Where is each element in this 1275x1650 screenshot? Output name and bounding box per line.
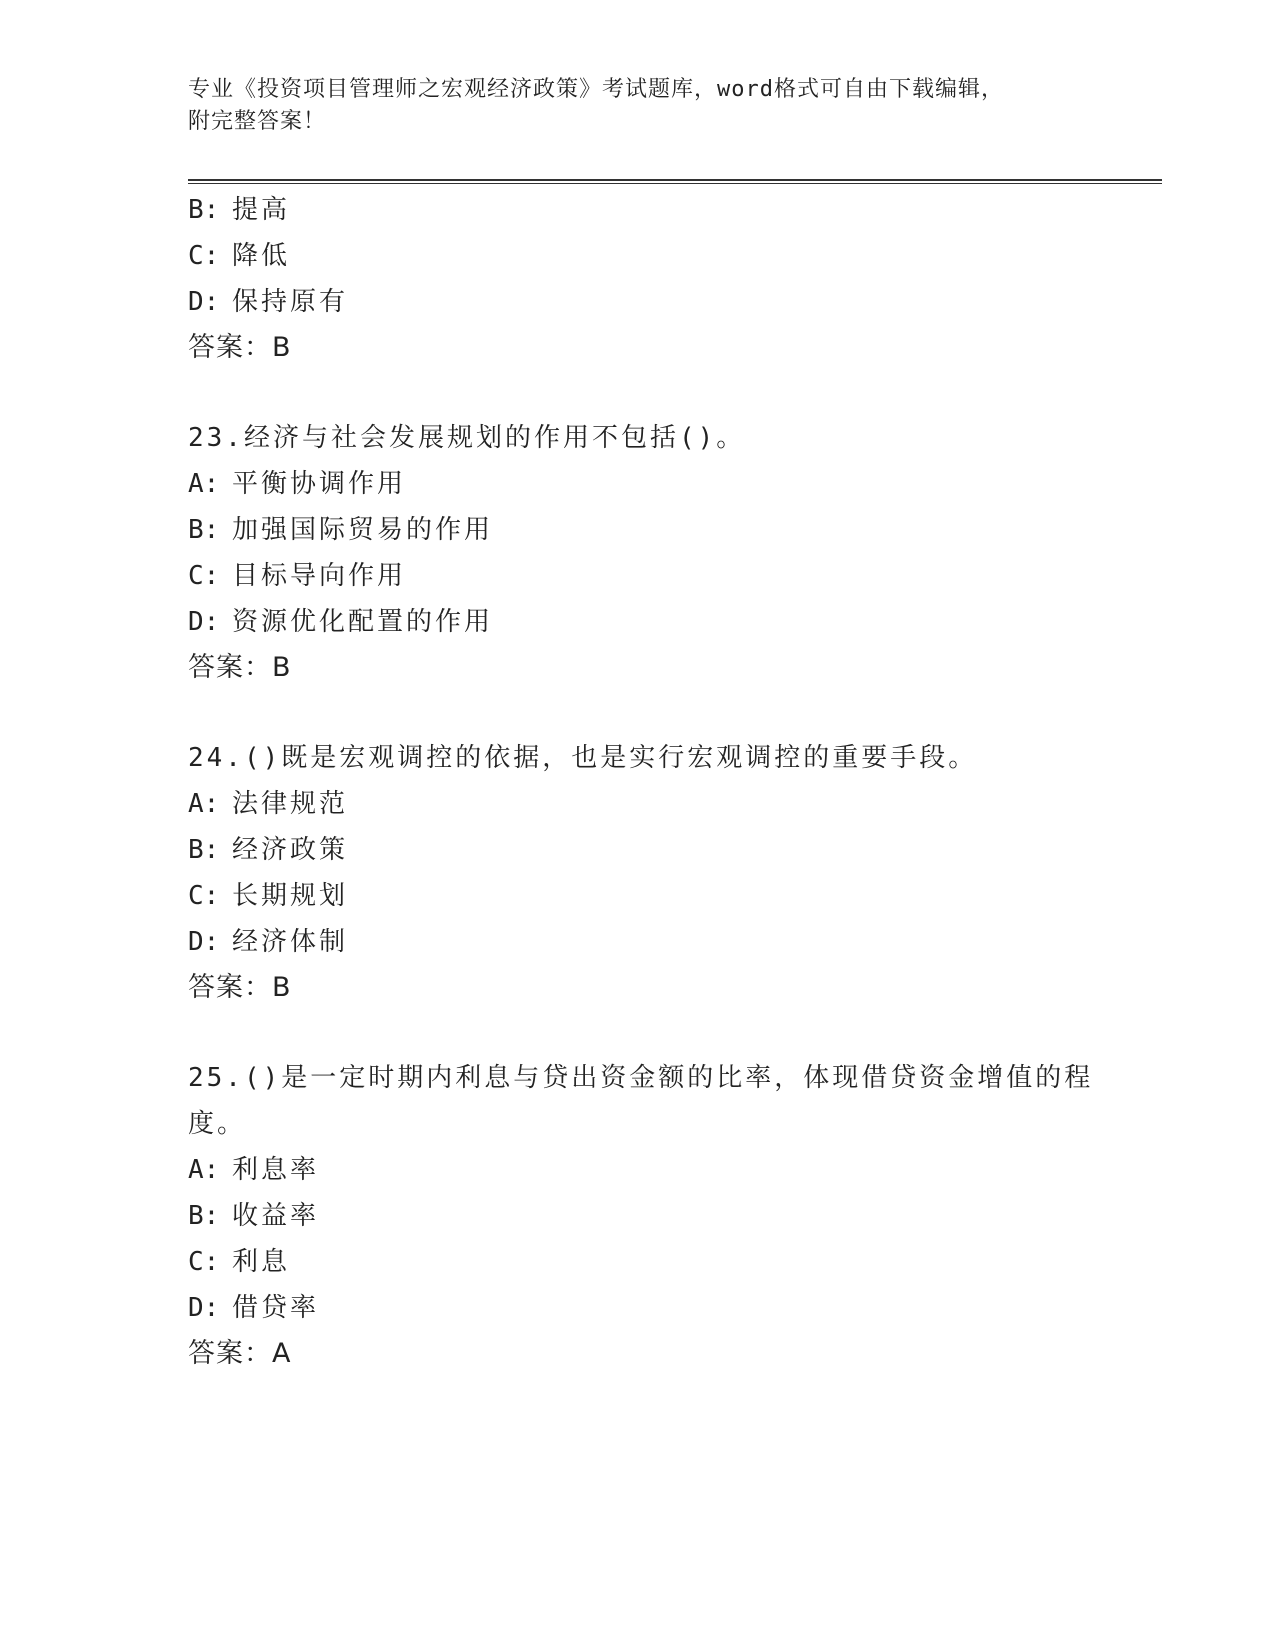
answer-line: 答案：B [188, 332, 292, 363]
option-a: A: 平衡协调作用 [188, 469, 407, 499]
spacer [188, 371, 1088, 415]
answer-line: 答案：B [188, 652, 292, 683]
option-b: B: 经济政策 [188, 835, 349, 865]
option-d: D: 经济体制 [188, 927, 349, 957]
question-stem: 24.()既是宏观调控的依据，也是实行宏观调控的重要手段。 [188, 743, 978, 773]
answer-line: 答案：B [188, 972, 292, 1003]
question-22-tail [188, 187, 1088, 371]
question-24 [188, 735, 1088, 1011]
document-header [188, 74, 1088, 138]
header-line-2: 附完整答案！ [188, 109, 327, 134]
header-divider-thick [188, 179, 1162, 181]
option-a: A: 法律规范 [188, 789, 349, 819]
question-stem-line-1: 25.()是一定时期内利息与贷出资金额的比率，体现借贷资金增值的程 [188, 1063, 1094, 1093]
question-23 [188, 415, 1088, 691]
question-stem-line-2: 度。 [188, 1109, 247, 1139]
option-c: C: 降低 [188, 241, 291, 271]
option-c: C: 目标导向作用 [188, 561, 407, 591]
option-d: D: 资源优化配置的作用 [188, 607, 494, 637]
option-b: B: 收益率 [188, 1201, 320, 1231]
option-c: C: 长期规划 [188, 881, 349, 911]
option-c: C: 利息 [188, 1247, 291, 1277]
option-d: D: 保持原有 [188, 287, 349, 317]
question-list [188, 187, 1094, 1377]
header-divider-thin [188, 183, 1162, 184]
answer-line: 答案：A [188, 1338, 292, 1369]
spacer [188, 1011, 1088, 1055]
header-line-1: 专业《投资项目管理师之宏观经济政策》考试题库，word格式可自由下载编辑， [188, 77, 1004, 102]
option-a: A: 利息率 [188, 1155, 320, 1185]
option-d: D: 借贷率 [188, 1293, 320, 1323]
option-b: B: 加强国际贸易的作用 [188, 515, 494, 545]
option-b: B: 提高 [188, 195, 291, 225]
spacer [188, 691, 1088, 735]
question-25 [188, 1055, 1094, 1377]
question-stem: 23.经济与社会发展规划的作用不包括()。 [188, 423, 746, 453]
